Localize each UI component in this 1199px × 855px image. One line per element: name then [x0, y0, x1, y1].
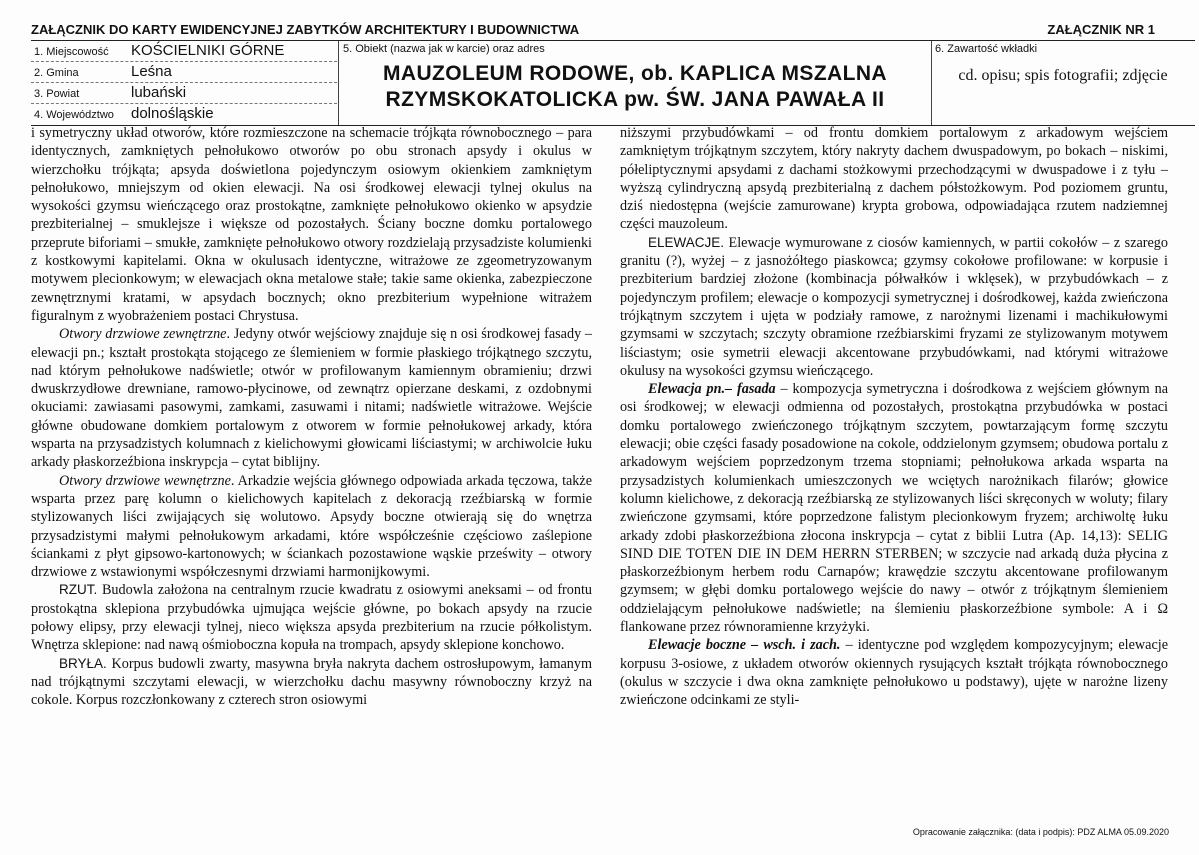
- paragraph-heading: Elewacja pn.– fasada: [648, 381, 776, 398]
- paragraph: [31, 655, 592, 710]
- field-label: 1. Miejscowość: [34, 46, 109, 58]
- object-title: [339, 61, 931, 113]
- paragraph: [620, 234, 1168, 380]
- footer-note: Opracowanie załącznika: (data i podpis): PDZ ALMA 05.09.2020: [912, 827, 1169, 837]
- paragraph: niższymi przybudówkami – od frontu domkiem portalowym z arkadowym wejściem zamkniętym trójkątnym szczytem, który nakryty dachem dwuspadowym, po bokach – niskimi, półeliptycznymi apsydami z dachami stożkowymi przechodzącymi w dwuspadowe i z tyłu – wyższą cylindryczną apsydą prezbiterialną z dachem półstożkowym. Pod poziomem gruntu, dziś niedostępna (wejście zamurowane) krypta grobowa, odpowiadająca rzutem nadziemnej części mauzoleum.: [620, 125, 1168, 233]
- paragraph-text: . Arkadzie wejścia głównego odpowiada arkada tęczowa, także wsparta przez parę kolumn o kielichowych kapitelach z dekoracją rzeźbiarską w formie stylizowanych liści zwijających się wolutowo. Apsydy boczne otwierają się do wnętrza przysadzistymi małymi pełnołukowym arkadami, które współcześnie częściowo zaślepione ściankami z płyt gipsowo-kartonowych; w ściankach pozostawione wąskie prześwity – otwory drzwiowe z wstawionymi współczesnymi drzwiami harmonijkowymi.: [31, 472, 592, 581]
- object-label: 5. Obiekt (nazwa jak w karcie) oraz adres: [343, 43, 545, 55]
- header-table: [31, 40, 1195, 126]
- right-text-column: [620, 124, 1168, 710]
- field-value: KOŚCIELNIKI GÓRNE: [131, 42, 285, 59]
- document-header-line: [31, 22, 1173, 37]
- section-heading: ELEWACJE.: [648, 234, 725, 250]
- field-label: 2. Gmina: [34, 67, 79, 79]
- field-county: [31, 83, 337, 104]
- object-title-line: MAUZOLEUM RODOWE, ob. KAPLICA MSZALNA: [383, 62, 887, 85]
- field-value: Leśna: [131, 63, 172, 80]
- paragraph-text: – kompozycja symetryczna i dośrodkowa z wejściem głównym na osi środkowej; w elewacji odmienna od pozostałych, prostokątna przybudówka w postaci domku portalowego zwieńczonego trójkątnym szczytem, powtarzającym formę szczytu elewacji; obie części fasady posadowione na cokole, oddzielonym gzymsem; obudowa portalu z arkadowym wejściem poprzedzonym trzema stopniami; pełnołukowa arkada wsparta na przysadzistych kolumienkach umieszczonych we wciętych narożnikach filarów; głowice kolumn kielichowe, z dekoracją rzeźbiarską ze stylizowanych liści skręconych w woluty; filary zwieńczone gzymsami, które poprzedzone falistym plecionkowym fryzem; archiwoltę łuku arkady zdobi płaskorzeźbiona złocona inskrypcja – cytat z biblii Lutra (Ap. 14,13): SELIG SIND DIE TOTEN DIE IN DEM HERRN STERBEN; w szczycie nad arkadą duża płycina z płaskorzeźbionym herbem rodu Carnapów; krawędzie szczytu akcentowane profilowanym gzymsem; w głębi domku portalowego wejście do nawy – otwór z trójkątnym ślemieniem oddzielającym pełnołukowe nadświetle; na ślemieniu płaskorzeźbione symbole: A i Ω flankowane przez równoramienne krzyżyki.: [620, 381, 1168, 636]
- attachment-number: ZAŁĄCZNIK NR 1: [1047, 22, 1155, 37]
- paragraph: [31, 581, 592, 654]
- location-fields: [31, 41, 337, 125]
- field-commune: [31, 62, 337, 83]
- field-locality: [31, 41, 337, 62]
- object-title-line: RZYMSKOKATOLICKA pw. ŚW. JANA PAWAŁA II: [385, 88, 885, 111]
- paragraph-text: – identyczne pod względem kompozycyjnym; elewacje korpusu 3-osiowe, z układem otworów okiennych rysujących kształt trójkąta równobocznego (okulus w szczycie i dwa okna zamknięte pełnołukowo u podstawy), ujęte w narożne lizeny zwieńczone odcinkami ze styli-: [620, 637, 1168, 709]
- paragraph: i symetryczny układ otworów, które rozmieszczone na schemacie trójkąta równobocznego – para identycznych, zamkniętych pełnołukowo otworów po obu stronach apsydy i okulus w wierzchołku trójkąta; apsyda doświetlona pojedynczym osiowym okienkiem zamkniętym pełnołukowo, mniejszym od okien elewacji. Na osi środkowej elewacji tylnej okulus na wysokości gzymsu wieńczącego oraz prostokątne, zamknięte pełnołukowo okienko w apsydzie prezbiterialnej – smuklejsze i większe od pozostałych. Ściany boczne domku portalowego przeprute biforiami – smukłe, zamknięte pełnołukowo otwory rozdzielają przysadziste kolumienki z kostkowymi kapitelami. Okna w okulusach identyczne, witrażowe ze zgeometryzowanym motywem plecionkowym; w elewacjach okna metalowe stałe; takie same okienka, zabezpieczone zewnętrznymi kratami, w apsydach bocznych; okno prezbiterium wypełnione witrażem figuralnym z wyobrażeniem postaci Chrystusa.: [31, 125, 592, 324]
- paragraph: [620, 380, 1168, 636]
- contents-value: cd. opisu; spis fotografii; zdjęcie: [958, 67, 1168, 84]
- contents-cell: [931, 41, 1195, 125]
- paragraph-text: Elewacje wymurowane z ciosów kamiennych, w partii cokołów – z szarego granitu (?), wyżej – z jasnożółtego piaskowca; gzymsy cokołowe profilowane: w korpusie i prezbiterium bardziej złożone (kombinacja półwałków i wklęsek), w przybudówkach – z pojedynczym profilem; elewacje o kompozycji symetrycznej i dośrodkowej, każda zwieńczona trójkątnym szczytem i ujęta w podziały ramowe, z narożnymi lizenami i machikułowymi gzymsami w szczytach; szczyty obramione rzeźbiarskimi fryzami ze stylizowanym motywem liściastym; osie symetrii elewacji akcentowane przybudówkami, nad którymi witrażowe okulusy na wysokości gzymsu wieńczącego.: [620, 234, 1168, 379]
- paragraph: [31, 325, 592, 471]
- paragraph-heading: Otwory drzwiowe wewnętrzne: [59, 472, 231, 489]
- paragraph-text: Korpus budowli zwarty, masywna bryła nakryta dachem ostrosłupowym, łamanym nad trójkątnymi szczytami elewacji, w wierzchołku dachu masywny równoboczny krzyż na cokole. Korpus rozczłonkowany z czterech stron osiowymi: [31, 655, 592, 709]
- left-text-column: [31, 124, 592, 710]
- paragraph-heading: Elewacje boczne – wsch. i zach.: [648, 637, 841, 654]
- section-heading: BRYŁA.: [59, 655, 107, 671]
- contents-label: 6. Zawartość wkładki: [935, 43, 1038, 55]
- paragraph-text: Budowla założona na centralnym rzucie kwadratu z osiowymi aneksami – od frontu prostokątna sklepiona przybudówka ujmująca wejście główne, po bokach apsydy na rzucie połowy elipsy, przy elewacji tylnej, nieco większa apsyda prezbiterium na rzucie półkolistym. Wnętrza sklepione: nad nawą ośmioboczna kopuła na trompach, apsydy sklepione konchowo.: [31, 582, 592, 654]
- paragraph: [31, 472, 592, 582]
- field-label: 4. Województwo: [34, 109, 114, 121]
- field-value: lubański: [131, 84, 187, 101]
- paragraph: [620, 636, 1168, 709]
- field-voivodeship: [31, 104, 337, 124]
- paragraph-text: . Jedyny otwór wejściowy znajduje się n osi środkowej fasady – elewacji pn.; kształt prostokąta stojącego ze ślemieniem w formie płaskiego trójkątnego szczytu, nad którym pełnołukowe nadświetle; otwór w profilowanym kamiennym obramieniu; drzwi dwuskrzydłowe drewniane, ramowo-płycinowe, od zewnątrz opierzane deskami, z ozdobnymi okuciami: zawiasami pasowymi, zamkami, zasuwami i nitami; nadświetle witrażowe. Wejście główne obudowane domkiem portalowym z otworem w formie pełnołukowej arkady, która wsparta na przysadzistych kolumnach z kielichowymi głowicami liściastymi; w archiwolcie łuku arkady płaskorzeźbiona inskrypcja – cytat biblijny.: [31, 326, 592, 471]
- paragraph-heading: Otwory drzwiowe zewnętrzne: [59, 326, 227, 343]
- field-label: 3. Powiat: [34, 88, 80, 100]
- object-cell: [338, 41, 932, 125]
- field-value: dolnośląskie: [131, 105, 214, 122]
- section-heading: RZUT.: [59, 582, 98, 598]
- document-title: ZAŁĄCZNIK DO KARTY EWIDENCYJNEJ ZABYTKÓW ARCHITEKTURY I BUDOWNICTWA: [31, 22, 580, 37]
